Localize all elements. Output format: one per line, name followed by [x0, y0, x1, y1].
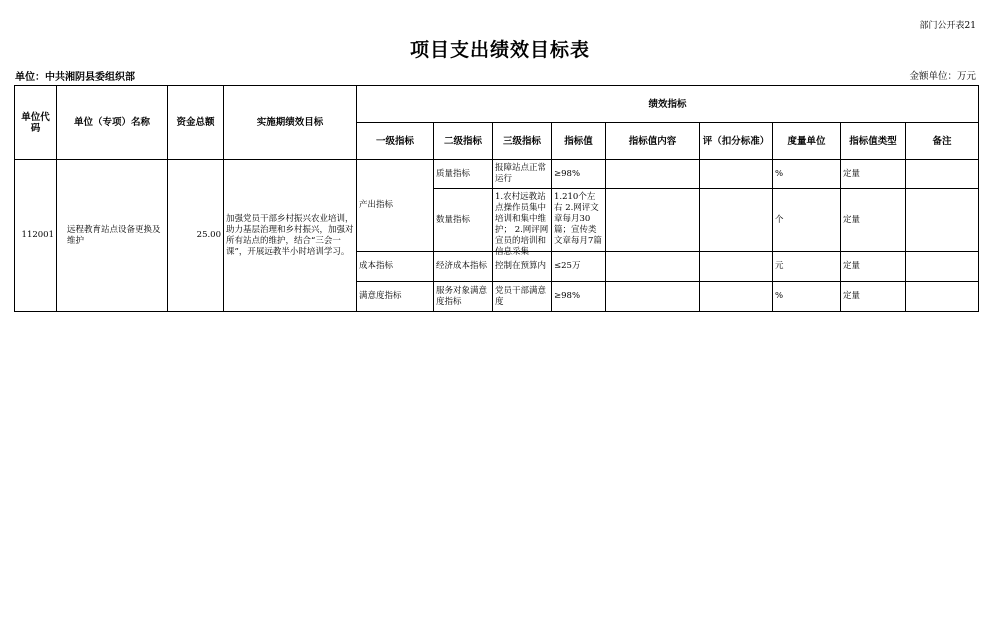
row-unit: %: [773, 282, 841, 312]
row-level1: 满意度指标: [357, 282, 434, 312]
row-target-value: 1.210个左右 2.网评文章每月30篇；宣传类文章每月7篇: [554, 192, 602, 246]
row-level1: 成本指标: [357, 252, 434, 282]
row-type: 定量: [841, 282, 906, 312]
row-level2: 服务对象满意度指标: [434, 282, 493, 312]
col-unit-code: 单位代码: [15, 86, 57, 160]
row-scoring: [700, 160, 773, 189]
row-scoring: [700, 189, 773, 252]
table-row: [15, 160, 979, 189]
row-level2: 数量指标: [434, 189, 493, 252]
row-type: 定量: [841, 252, 906, 282]
row-level2: 质量指标: [434, 160, 493, 189]
row-level3: 控制在预算内: [493, 252, 552, 282]
col-level1: 一级指标: [357, 123, 434, 160]
row-target-value-cell: [552, 189, 606, 252]
row-scoring: [700, 282, 773, 312]
row-level3-cell: [493, 189, 552, 257]
row-content: [606, 160, 700, 189]
row-remark: [906, 189, 979, 252]
col-target-value: 指标值: [552, 123, 606, 160]
row-level3: 党员干部满意度: [493, 282, 552, 312]
row-content: [606, 252, 700, 282]
col-indicator-content: 指标值内容: [606, 123, 700, 160]
row-level3: 1.农村远教站点操作员集中培训和集中维护； 2.网评网宣员的培训和信息采集: [495, 192, 549, 257]
amount-unit: 金额单位：万元: [909, 71, 976, 82]
row-scoring: [700, 252, 773, 282]
row-type: 定量: [841, 189, 906, 252]
row-unit: 元: [773, 252, 841, 282]
row-unit: 个: [773, 189, 841, 252]
row-type: 定量: [841, 160, 906, 189]
row-content: [606, 282, 700, 312]
row-target-value: ≥98%: [552, 282, 606, 312]
row-remark: [906, 252, 979, 282]
row-level1: 产出指标: [357, 160, 434, 252]
row-level2: 经济成本指标: [434, 252, 493, 282]
col-perf-indicator: 绩效指标: [357, 86, 979, 123]
row-unit: %: [773, 160, 841, 189]
row-level3: 报障站点正常运行: [493, 160, 552, 189]
col-total-funds: 资金总额: [168, 86, 224, 160]
project-amount: 25.00: [168, 160, 224, 312]
performance-table: [14, 85, 979, 312]
project-goal: 加强党员干部乡村振兴农业培训，助力基层治理和乡村振兴，加强对所有站点的维护，结合“三会一课”，开展远教半小时培训学习。: [224, 160, 357, 312]
row-target-value: ≥98%: [552, 160, 606, 189]
col-period-goal: 实施期绩效目标: [224, 86, 357, 160]
form-number: 部门公开表21: [919, 21, 976, 31]
page-title: 项目支出绩效目标表: [409, 39, 590, 61]
project-code: 112001: [15, 160, 57, 312]
col-scoring: 评（扣分标准）: [700, 123, 773, 160]
unit-label: 单位：中共湘阴县委组织部: [15, 72, 135, 83]
col-value-type: 指标值类型: [841, 123, 906, 160]
col-level3: 三级指标: [493, 123, 552, 160]
col-remarks: 备注: [906, 123, 979, 160]
row-target-value: ≤25万: [552, 252, 606, 282]
col-measure-unit: 度量单位: [773, 123, 841, 160]
col-unit-name: 单位（专项）名称: [57, 86, 168, 160]
row-remark: [906, 282, 979, 312]
col-level2: 二级指标: [434, 123, 493, 160]
row-content: [606, 189, 700, 252]
row-remark: [906, 160, 979, 189]
project-name: 远程教育站点设备更换及维护: [57, 160, 168, 312]
